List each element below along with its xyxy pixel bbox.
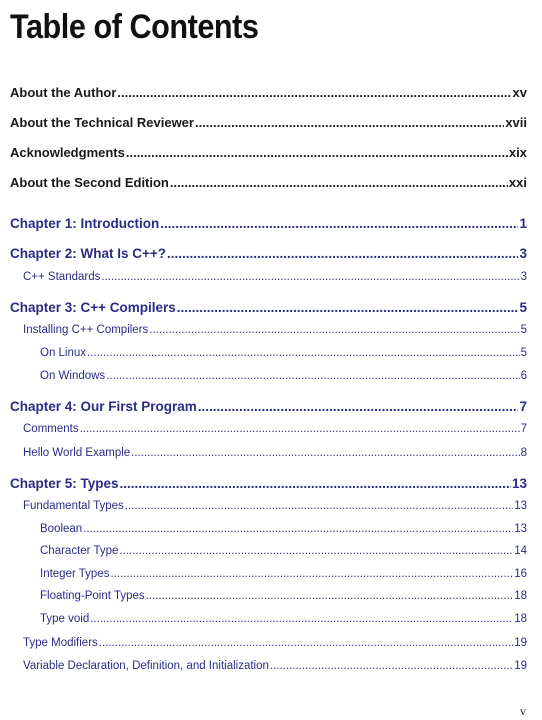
- dot-leader: [126, 145, 508, 160]
- toc-entry-page: 3: [519, 246, 527, 261]
- toc-entry-page: 18: [514, 590, 527, 602]
- dot-leader: [195, 115, 504, 130]
- toc-section-type-modifiers[interactable]: [23, 637, 527, 649]
- toc-entry-label: Integer Types: [40, 568, 110, 580]
- toc-section-installing-compilers[interactable]: [23, 324, 527, 336]
- dot-leader: [119, 545, 513, 557]
- toc-entry-label: Type Modifiers: [23, 637, 98, 649]
- dot-leader: [90, 613, 513, 625]
- toc-entry-page: 7: [520, 423, 527, 435]
- dot-leader: [170, 175, 508, 190]
- toc-section-cpp-standards[interactable]: [23, 271, 527, 283]
- toc-entry-page: 5: [519, 300, 527, 315]
- toc-chapter-5[interactable]: [10, 476, 527, 491]
- toc-entry-label: Fundamental Types: [23, 500, 124, 512]
- toc-entry-label: About the Technical Reviewer: [10, 115, 194, 130]
- toc-entry-label: Installing C++ Compilers: [23, 324, 149, 336]
- dot-leader: [117, 85, 511, 100]
- toc-entry-page: 18: [514, 613, 527, 625]
- toc-subsection-on-linux[interactable]: [40, 347, 527, 359]
- toc-entry-page: 5: [520, 324, 527, 336]
- dot-leader: [198, 399, 519, 414]
- dot-leader: [160, 216, 518, 231]
- toc-subsection-integer-types[interactable]: [40, 568, 527, 580]
- toc-subsection-on-windows[interactable]: [40, 370, 527, 382]
- toc-entry-label: Acknowledgments: [10, 145, 125, 160]
- toc-chapter-3[interactable]: [10, 300, 527, 315]
- toc-section-comments[interactable]: [23, 423, 527, 435]
- toc-entry-page: 13: [514, 523, 527, 535]
- dot-leader: [125, 500, 513, 512]
- toc-entry-label: C++ Standards: [23, 271, 101, 283]
- toc-entry-label: Chapter 2: What Is C++?: [10, 246, 167, 261]
- toc-section-hello-world[interactable]: [23, 447, 527, 459]
- toc-entry-page: 13: [514, 500, 527, 512]
- toc-entry-label: On Linux: [40, 347, 87, 359]
- dot-leader: [83, 523, 513, 535]
- dot-leader: [131, 447, 519, 459]
- toc-subsection-character-type[interactable]: [40, 545, 527, 557]
- toc-entry-page: xv: [512, 85, 527, 100]
- toc-entry-page: xix: [508, 145, 527, 160]
- toc-chapter-4[interactable]: [10, 399, 527, 414]
- toc-entry-label: Type void: [40, 613, 90, 625]
- toc-entry-page: xxi: [508, 175, 527, 190]
- toc-entry-label: Floating-Point Types: [40, 590, 145, 602]
- toc-entry-page: 13: [511, 476, 527, 491]
- dot-leader: [87, 347, 520, 359]
- toc-subsection-type-void[interactable]: [40, 613, 527, 625]
- toc-entry-page: xvii: [505, 115, 527, 130]
- dot-leader: [120, 476, 511, 491]
- toc-entry-about-author[interactable]: [10, 85, 527, 100]
- dot-leader: [270, 660, 513, 672]
- dot-leader: [149, 324, 519, 336]
- toc-entry-label: Chapter 3: C++ Compilers: [10, 300, 176, 315]
- toc-chapter-2[interactable]: [10, 246, 527, 261]
- toc-entry-page: 14: [514, 545, 527, 557]
- toc-entry-label: About the Author: [10, 85, 117, 100]
- toc-entry-page: 19: [514, 660, 527, 672]
- toc-entry-label: Hello World Example: [23, 447, 131, 459]
- toc-entry-page: 7: [519, 399, 527, 414]
- toc-entry-label: Boolean: [40, 523, 83, 535]
- dot-leader: [167, 246, 518, 261]
- toc-entry-technical-reviewer[interactable]: [10, 115, 527, 130]
- toc-entry-label: Chapter 4: Our First Program: [10, 399, 197, 414]
- toc-entry-label: Variable Declaration, Definition, and Initialization: [23, 660, 269, 672]
- toc-subsection-boolean[interactable]: [40, 523, 527, 535]
- dot-leader: [177, 300, 519, 315]
- dot-leader: [146, 590, 514, 602]
- toc-section-variable-declaration[interactable]: [23, 660, 527, 672]
- toc-chapter-1[interactable]: [10, 216, 527, 231]
- dot-leader: [99, 637, 513, 649]
- toc-section-fundamental-types[interactable]: [23, 500, 527, 512]
- toc-entry-label: Character Type: [40, 545, 119, 557]
- toc-entry-page: 3: [520, 271, 527, 283]
- page-number: v: [520, 704, 526, 718]
- toc-entry-page: 1: [519, 216, 527, 231]
- toc-entry-label: Chapter 1: Introduction: [10, 216, 160, 231]
- toc-entry-label: Chapter 5: Types: [10, 476, 119, 491]
- toc-entry-page: 19: [514, 637, 527, 649]
- toc-subsection-floating-point-types[interactable]: [40, 590, 527, 602]
- toc-entry-page: 5: [520, 347, 527, 359]
- dot-leader: [110, 568, 513, 580]
- dot-leader: [101, 271, 519, 283]
- toc-entry-page: 6: [520, 370, 527, 382]
- toc-entry-label: On Windows: [40, 370, 106, 382]
- toc-entry-acknowledgments[interactable]: [10, 145, 527, 160]
- toc-entry-page: 8: [520, 447, 527, 459]
- page-title: Table of Contents: [10, 8, 259, 46]
- toc-entry-label: About the Second Edition: [10, 175, 169, 190]
- dot-leader: [106, 370, 519, 382]
- toc-entry-page: 16: [514, 568, 527, 580]
- toc-entry-second-edition[interactable]: [10, 175, 527, 190]
- dot-leader: [80, 423, 520, 435]
- toc-entry-label: Comments: [23, 423, 79, 435]
